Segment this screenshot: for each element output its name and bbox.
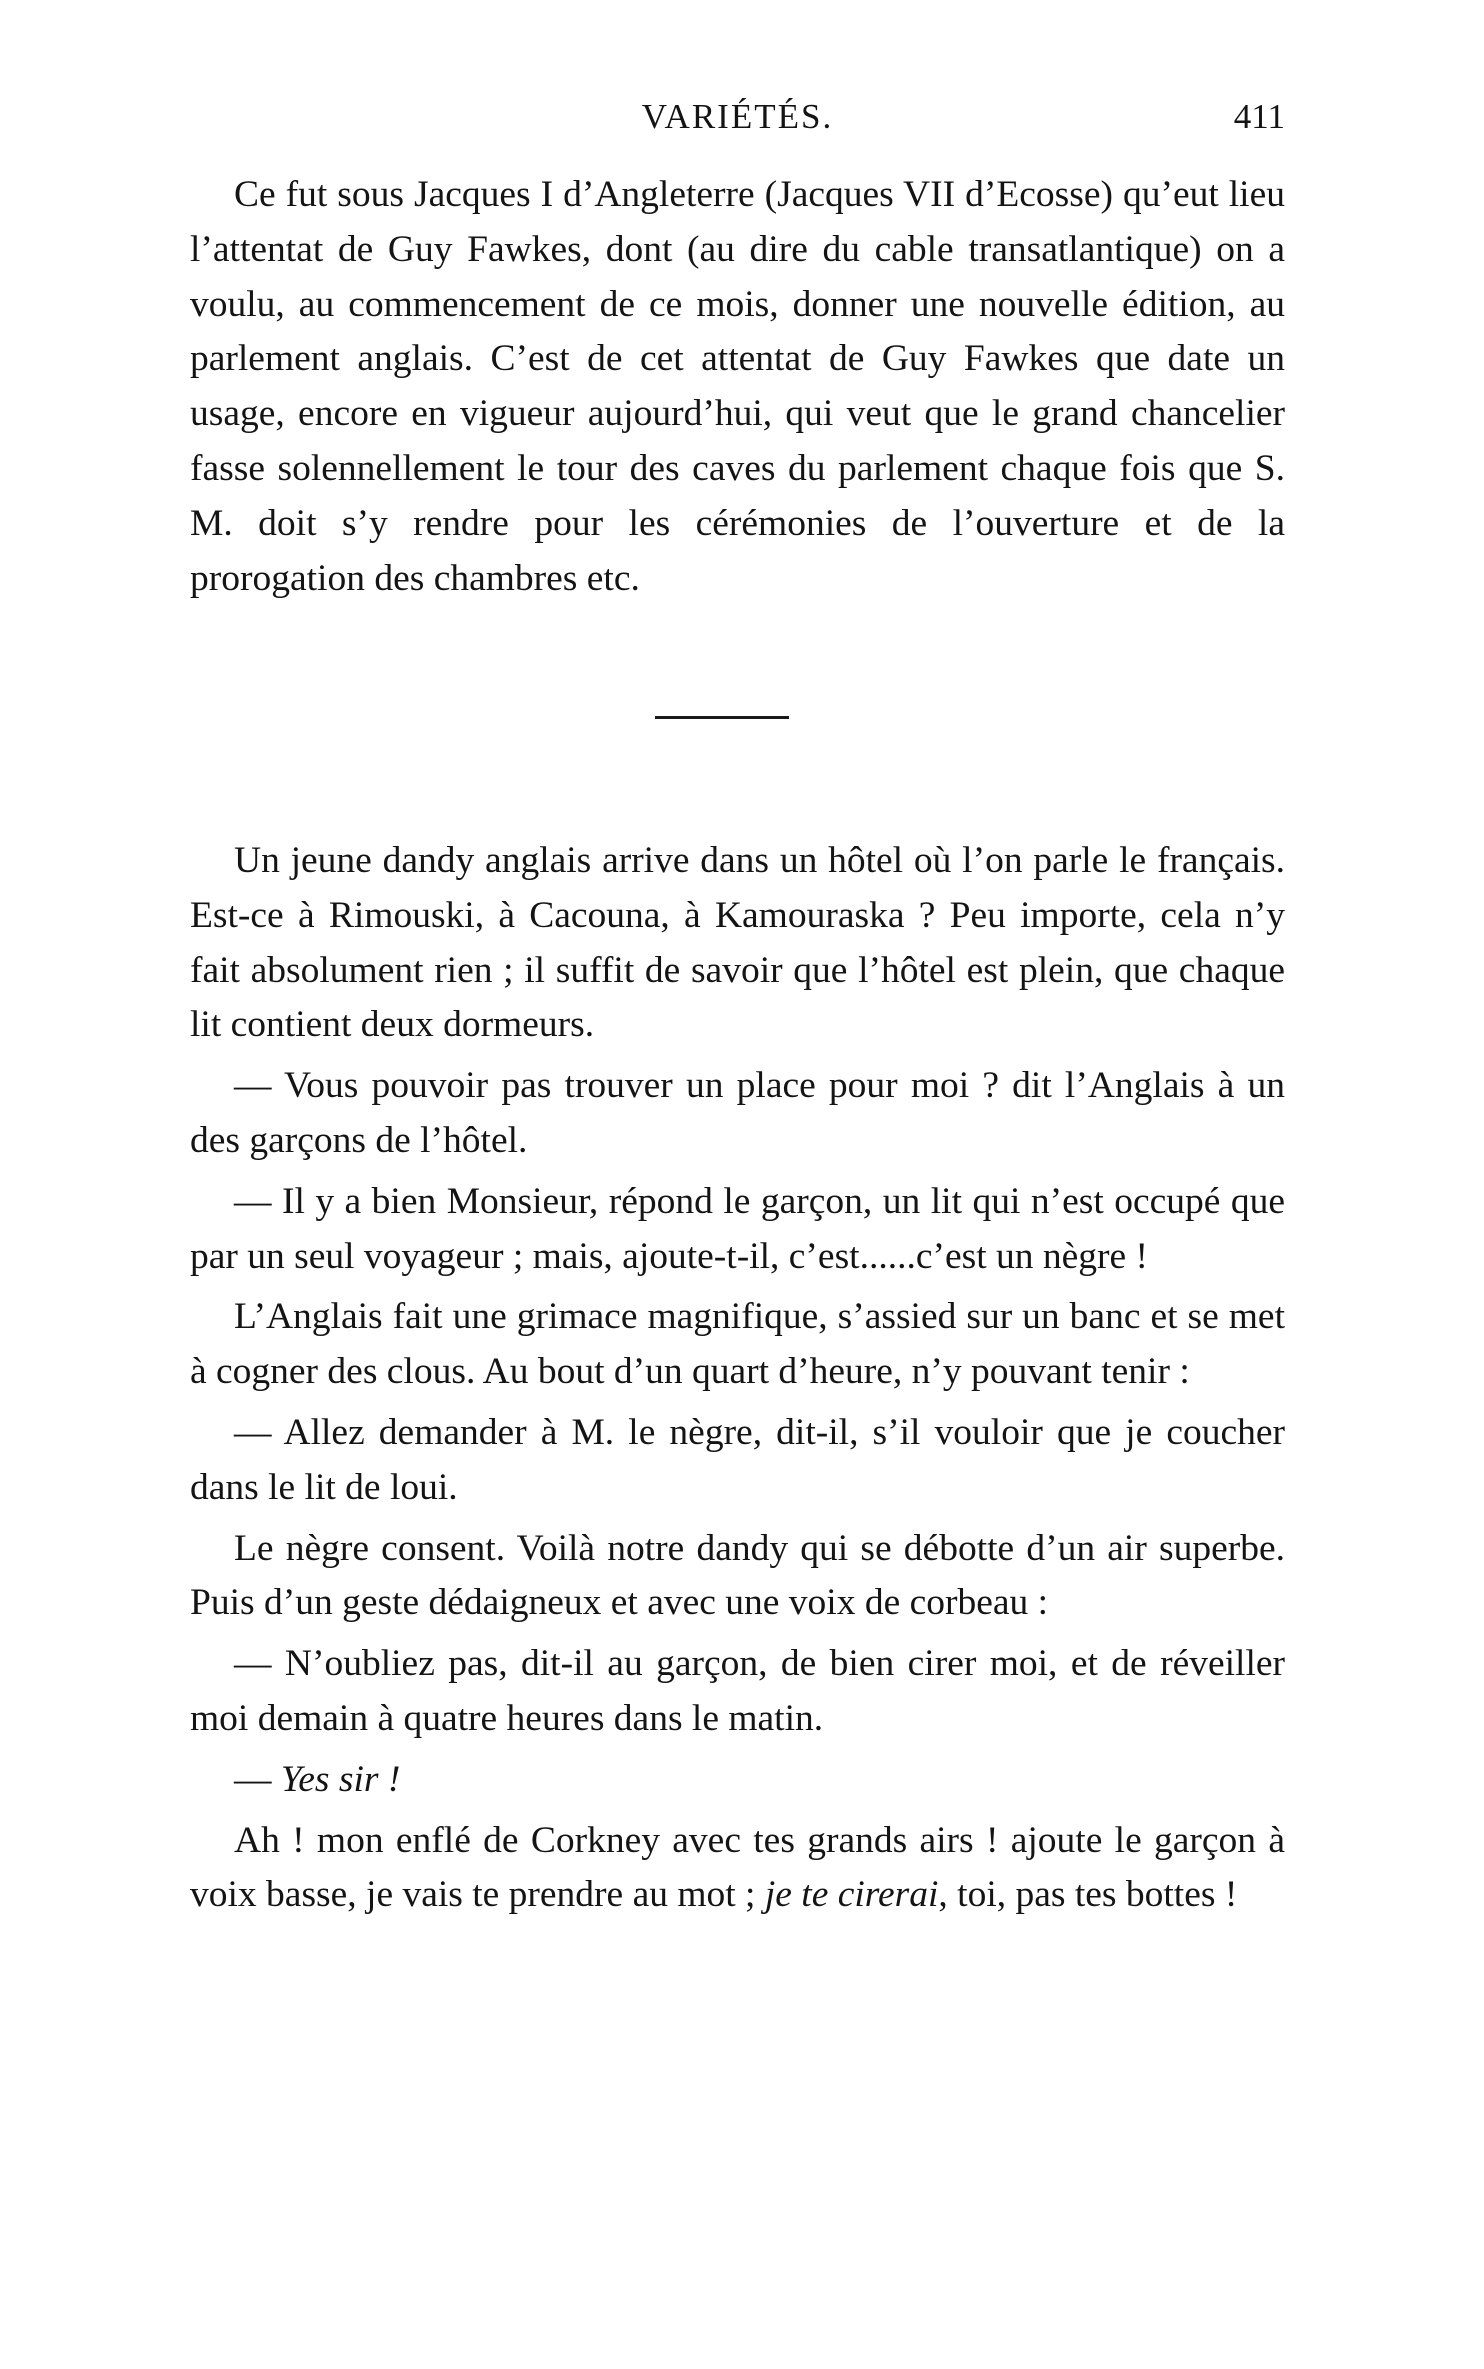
text-run: Ah ! mon enflé de Corkney avec tes grands airs ! ajoute le garçon à voix basse, je vais te prendre au mot ; (190, 1819, 1285, 1916)
running-head (190, 92, 1285, 142)
page-number: 411 (1233, 97, 1285, 136)
running-title: VARIÉTÉS. (641, 97, 834, 136)
dialogue-line (190, 1753, 1285, 1808)
dialogue-line: — Allez demander à M. le nègre, dit-il, s’il vouloir que je coucher dans le lit de loui. (190, 1411, 1285, 1508)
dialogue-line: — N’oubliez pas, dit-il au garçon, de bien cirer moi, et de réveiller moi demain à quatre heures dans le matin. (190, 1643, 1285, 1739)
section-guy-fawkes (190, 168, 1285, 606)
italic-phrase: je te cirerai (764, 1874, 939, 1916)
section-separator-rule (655, 716, 789, 719)
paragraph: Le nègre consent. Voilà notre dandy qui se débotte d’un air superbe. Puis d’un geste dédaigneux et avec une voix de corbeau : (190, 1527, 1285, 1624)
paragraph (190, 1814, 1285, 1924)
paragraph: Ce fut sous Jacques I d’Angleterre (Jacques VII d’Ecosse) qu’eut lieu l’attentat de Guy Fawkes, dont (au dire du cable transatlantique) on a voulu, au commencement de ce mois, donner une nouvelle édition, au parlement anglais. C’est de cet attentat de Guy Fawkes que date un usage, encore en vigueur aujourd’hui, qui veut que le grand chancelier fasse solennellement le tour des caves du parlement chaque fois que S. M. doit s’y rendre pour les cérémonies de l’ouverture et de la prorogation des chambres etc. (190, 174, 1285, 599)
italic-reply: Yes sir ! (280, 1758, 401, 1800)
paragraph: Un jeune dandy anglais arrive dans un hôtel où l’on parle le français. Est-ce à Rimouski, à Cacouna, à Kamouraska ? Peu importe, cela n’y fait absolument rien ; il suffit de savoir que l’hôtel est plein, que chaque lit contient deux dormeurs. (190, 840, 1285, 1046)
text-run: , toi, pas tes bottes ! (938, 1874, 1238, 1916)
dialogue-dash: — (234, 1758, 281, 1800)
dialogue-line: — Il y a bien Monsieur, répond le garçon, un lit qui n’est occupé que par un seul voyageur ; mais, ajoute-t-il, c’est......c’est un nègre ! (190, 1180, 1285, 1277)
dialogue-line: — Vous pouvoir pas trouver un place pour moi ? dit l’Anglais à un des garçons de l’hôtel. (190, 1065, 1285, 1161)
paragraph: L’Anglais fait une grimace magnifique, s’assied sur un banc et se met à cogner des clous. Au bout d’un quart d’heure, n’y pouvant tenir : (190, 1296, 1285, 1393)
section-anecdote (190, 834, 1285, 1929)
